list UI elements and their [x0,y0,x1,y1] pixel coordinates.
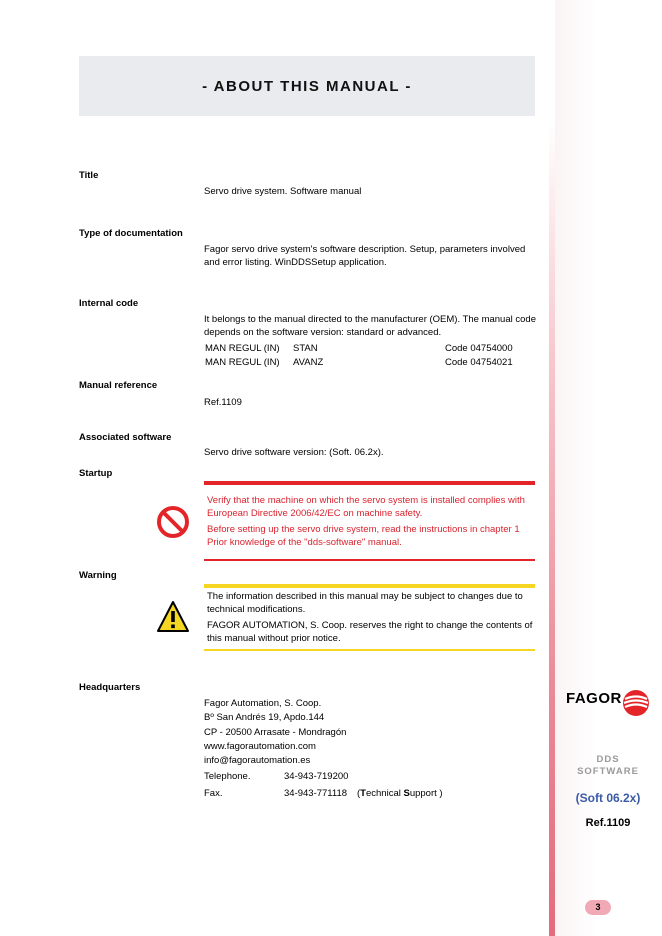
hq-fax-label: Fax. [204,788,223,799]
page-number: 3 [585,900,611,915]
startup-bottom-rule [204,559,535,561]
warning-text-1: The information described in this manual may be subject to changes due to technical modifications. [207,591,523,615]
title-label: Title [79,170,99,181]
type-of-documentation-text: Fagor servo drive system's software description. Setup, parameters involved and error listing. WinDDSSetup application. [204,244,526,268]
hq-city: CP - 20500 Arrasate - Mondragón [204,727,347,738]
warning-triangle-icon [156,600,190,634]
product-line-1: DDS [596,754,620,765]
hq-fax-note: (Technical Support ) [357,788,443,799]
sidebar-stripe [549,120,555,936]
startup-text-2: Before setting up the servo drive system, read the instructions in chapter 1 Prior knowledge of the "dds-software" manual. [207,524,520,548]
code-row-variant: STAN [293,343,318,354]
hq-website-link[interactable]: www.fagorautomation.com [204,741,316,752]
fagor-logo-text: FAGOR [566,690,622,707]
code-row-name: MAN REGUL (IN) [205,343,280,354]
product-line-2: SOFTWARE [577,766,639,777]
warning-top-rule [204,584,535,588]
headquarters-label: Headquarters [79,682,141,693]
associated-software-text: Servo drive software version: (Soft. 06.2x). [204,447,384,458]
startup-text-1: Verify that the machine on which the servo system is installed complies with European Directive 2006/42/EC on machine safety. [207,495,525,519]
hq-fax: 34-943-771118 [284,788,348,799]
associated-software-label: Associated software [79,432,172,443]
hq-phone: 34-943-719200 [284,771,349,782]
page-title: - ABOUT THIS MANUAL - [202,78,412,95]
page-header [79,56,535,116]
hq-email-link[interactable]: info@fagorautomation.es [204,755,311,766]
startup-top-rule [204,481,535,485]
type-of-documentation-label: Type of documentation [79,228,183,239]
internal-code-label: Internal code [79,298,139,309]
hq-street: Bº San Andrés 19, Apdo.144 [204,712,325,723]
fagor-logo-icon [622,689,650,717]
reference-number: Ref.1109 [585,817,631,829]
code-row-name: MAN REGUL (IN) [205,357,280,368]
hq-company: Fagor Automation, S. Coop. [204,698,322,709]
hq-phone-label: Telephone. [204,771,251,782]
code-row-variant: AVANZ [293,357,324,368]
internal-code-text: It belongs to the manual directed to the manufacturer (OEM). The manual code depends on the software version: standard or advanced. [204,314,536,338]
prohibition-icon [156,505,190,539]
code-row-code: Code 04754000 [445,343,513,354]
title-text: Servo drive system. Software manual [204,186,362,197]
manual-reference-text: Ref.1109 [204,397,242,408]
warning-bottom-rule [204,649,535,651]
warning-text-2: FAGOR AUTOMATION, S. Coop. reserves the right to change the contents of this manual without prior notice. [207,620,533,644]
startup-label: Startup [79,468,113,479]
warning-label: Warning [79,570,117,581]
code-row-code: Code 04754021 [445,357,513,368]
manual-reference-label: Manual reference [79,380,158,391]
soft-version: (Soft 06.2x) [575,791,641,805]
